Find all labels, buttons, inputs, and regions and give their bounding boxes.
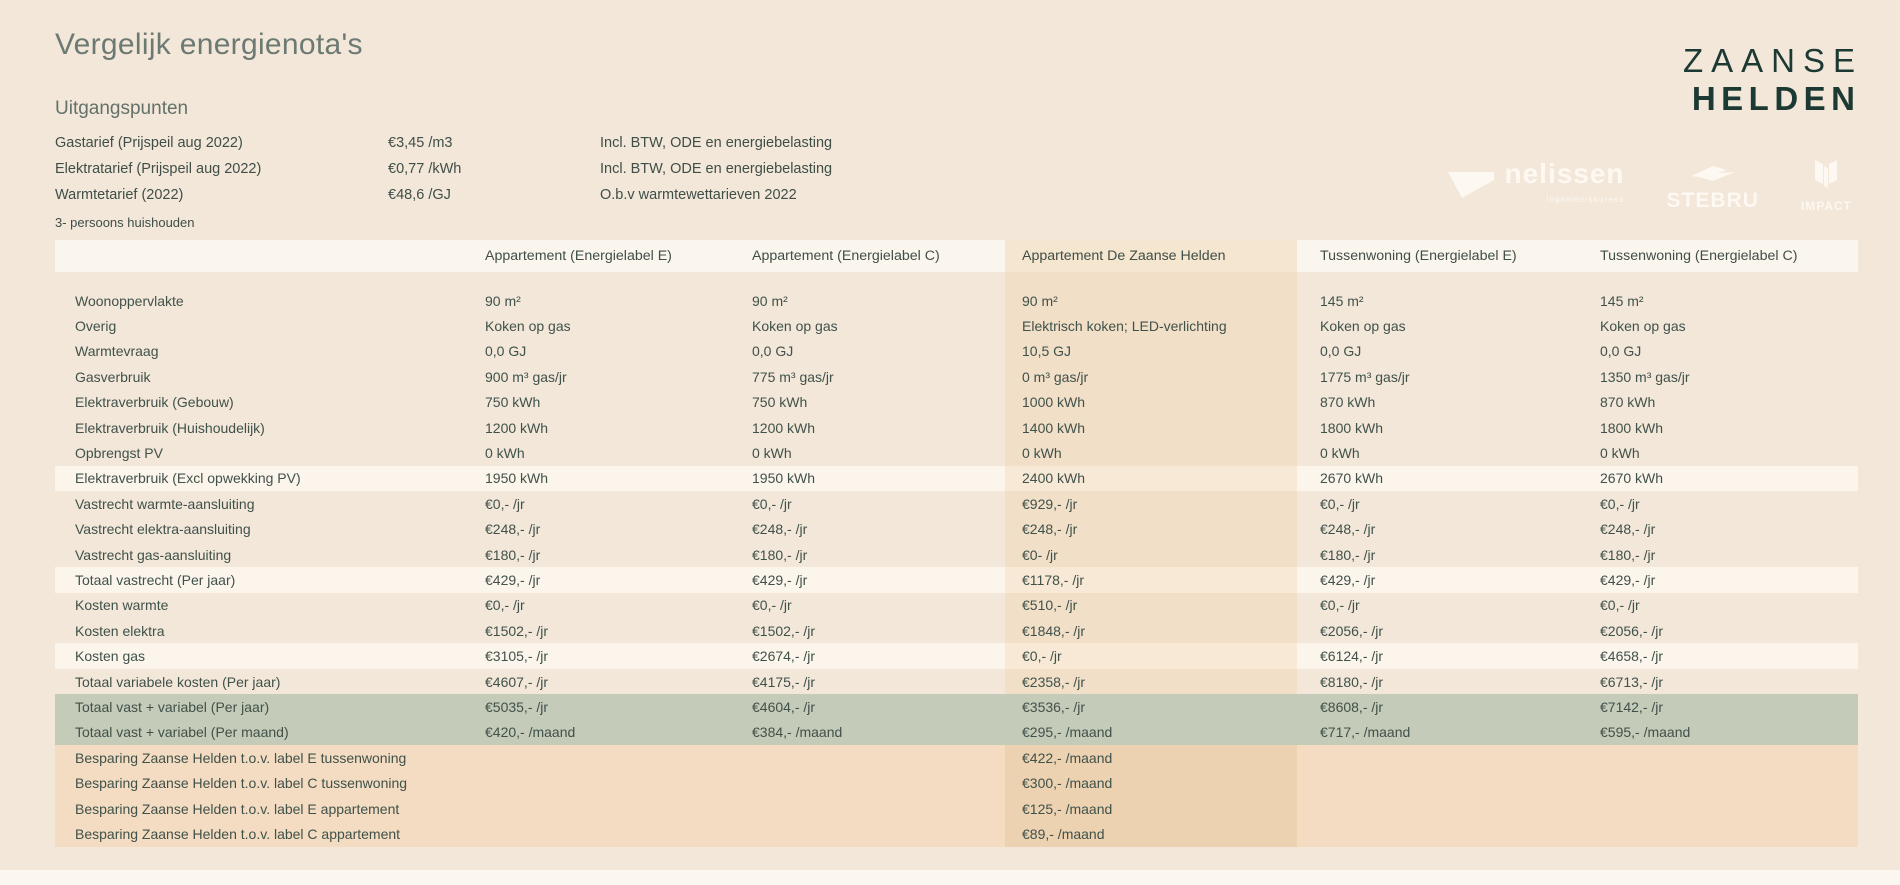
table-cell [1600, 745, 1858, 770]
table-cell [752, 745, 1005, 770]
table-cell: 0,0 GJ [1600, 343, 1642, 360]
bottom-strip [0, 870, 1900, 885]
table-cell: €300,- /maand [1005, 770, 1297, 795]
stebru-swoosh-icon [1687, 164, 1739, 187]
assumption-value: €3,45 /m3 [388, 135, 453, 151]
table-cell: 90 m² [485, 292, 521, 309]
table-row [55, 288, 1858, 313]
table-row [55, 339, 1858, 364]
table-cell [1297, 796, 1600, 821]
row-label: Elektraverbruik (Huishoudelijk) [75, 419, 265, 436]
table-cell [485, 745, 752, 770]
table-cell: 90 m² [752, 292, 788, 309]
table-row [55, 364, 1858, 389]
table-row [55, 542, 1858, 567]
table-cell [1297, 770, 1600, 795]
nelissen-logo [1448, 158, 1625, 213]
assumption-note: O.b.v warmtewettarieven 2022 [600, 187, 797, 203]
table-cell: 1800 kWh [1320, 419, 1384, 436]
table-cell: €2056,- /jr [1600, 622, 1664, 639]
table-cell: €510,- /jr [1005, 593, 1297, 618]
row-label: Warmtevraag [75, 343, 159, 360]
table-cell: €248,- /jr [752, 521, 808, 538]
table-row [55, 796, 1858, 821]
assumption-note: Incl. BTW, ODE en energiebelasting [600, 135, 833, 151]
table-cell: €0- /jr [1005, 542, 1297, 567]
table-cell: €180,- /jr [752, 546, 808, 563]
table-cell: 1200 kWh [485, 419, 549, 436]
energy-comparison-table [55, 240, 1858, 847]
table-cell: 0 m³ gas/jr [1005, 364, 1297, 389]
spacer-cell [752, 272, 1005, 288]
table-cell: 775 m³ gas/jr [752, 368, 834, 385]
table-row [55, 694, 1858, 719]
spacer-cell [1600, 272, 1858, 288]
table-cell [752, 770, 1005, 795]
row-label: Vastrecht elektra-aansluiting [75, 521, 251, 538]
table-cell: 0 kWh [1005, 440, 1297, 465]
table-cell: €1502,- /jr [485, 622, 549, 639]
assumption-label: Gastarief (Prijspeil aug 2022) [55, 135, 243, 151]
table-header-cell: Appartement (Energielabel C) [752, 248, 940, 264]
table-row [55, 720, 1858, 745]
table-row [55, 466, 1858, 491]
row-label: Overig [75, 318, 117, 335]
assumption-row [55, 182, 832, 208]
assumption-value: €0,77 /kWh [388, 161, 462, 177]
row-label: Totaal vast + variabel (Per maand) [75, 724, 289, 741]
table-cell: €2358,- /jr [1005, 669, 1297, 694]
table-row [55, 272, 1858, 288]
table-cell: 10,5 GJ [1005, 339, 1297, 364]
row-label: Besparing Zaanse Helden t.o.v. label E appartement [75, 800, 400, 817]
table-cell: €6124,- /jr [1320, 648, 1384, 665]
table-header-cell: Tussenwoning (Energielabel E) [1320, 248, 1517, 264]
table-cell: €4175,- /jr [752, 673, 816, 690]
assumption-row [55, 130, 832, 156]
table-row [55, 440, 1858, 465]
table-cell: Koken op gas [1600, 318, 1686, 335]
table-row [55, 240, 1858, 272]
table-cell: €717,- /maand [1320, 724, 1411, 741]
table-cell: Koken op gas [1320, 318, 1406, 335]
table-cell: 1200 kWh [752, 419, 816, 436]
stebru-logo [1667, 164, 1759, 213]
table-cell: €8180,- /jr [1320, 673, 1384, 690]
row-label: Besparing Zaanse Helden t.o.v. label C appartement [75, 825, 401, 842]
table-cell: 1775 m³ gas/jr [1320, 368, 1410, 385]
stebru-label: STEBRU [1666, 189, 1759, 212]
nelissen-triangle-icon [1448, 170, 1496, 205]
table-row [55, 618, 1858, 643]
partner-logos [1448, 160, 1852, 213]
table-cell: 0,0 GJ [1320, 343, 1362, 360]
row-label: Elektraverbruik (Gebouw) [75, 394, 234, 411]
row-label: Gasverbruik [75, 368, 151, 385]
table-cell: €0,- /jr [485, 597, 525, 614]
row-label: Kosten gas [75, 648, 146, 665]
table-cell: 145 m² [1320, 292, 1364, 309]
table-cell: Koken op gas [485, 318, 571, 335]
nelissen-label: nelissen [1504, 158, 1625, 189]
table-cell: 1950 kWh [752, 470, 816, 487]
table-cell: €422,- /maand [1005, 745, 1297, 770]
assumptions-heading: Uitgangspunten [55, 98, 189, 119]
spacer-cell [55, 272, 485, 288]
table-cell: 1350 m³ gas/jr [1600, 368, 1690, 385]
table-row [55, 390, 1858, 415]
table-cell: €248,- /jr [1005, 517, 1297, 542]
table-cell: 1000 kWh [1005, 390, 1297, 415]
table-cell: €180,- /jr [485, 546, 541, 563]
table-cell: 0,0 GJ [752, 343, 794, 360]
table-cell: €0,- /jr [1600, 495, 1640, 512]
row-label: Totaal vast + variabel (Per jaar) [75, 698, 270, 715]
table-row [55, 491, 1858, 516]
table-cell: €429,- /jr [1320, 571, 1376, 588]
table-cell [1600, 770, 1858, 795]
table-cell [485, 770, 752, 795]
table-cell: Elektrisch koken; LED-verlichting [1005, 313, 1297, 338]
table-cell: €0,- /jr [485, 495, 525, 512]
table-cell: 2400 kWh [1005, 466, 1297, 491]
table-cell: €0,- /jr [1320, 495, 1360, 512]
table-cell: €125,- /maand [1005, 796, 1297, 821]
table-cell: €5035,- /jr [485, 698, 549, 715]
assumption-label: Warmtetarief (2022) [55, 187, 184, 203]
table-cell: €429,- /jr [485, 571, 541, 588]
table-cell: €4607,- /jr [485, 673, 549, 690]
table-cell: 2670 kWh [1320, 470, 1384, 487]
row-label: Elektraverbruik (Excl opwekking PV) [75, 470, 301, 487]
table-row [55, 770, 1858, 795]
table-cell: 0 kWh [1320, 445, 1360, 462]
table-cell: €8608,- /jr [1320, 698, 1384, 715]
table-cell: €4658,- /jr [1600, 648, 1664, 665]
assumptions-block [55, 130, 832, 208]
table-cell: €3105,- /jr [485, 648, 549, 665]
table-cell: €0,- /jr [752, 495, 792, 512]
row-label: Totaal vastrecht (Per jaar) [75, 571, 236, 588]
table-cell [485, 821, 752, 846]
table-cell: 870 kWh [1600, 394, 1656, 411]
table-header-cell: Tussenwoning (Energielabel C) [1600, 248, 1798, 264]
impact-shield-icon [1813, 160, 1839, 197]
table-row [55, 669, 1858, 694]
brand-line-2: HELDEN [1691, 80, 1861, 117]
table-cell: 750 kWh [752, 394, 808, 411]
row-label: Vastrecht warmte-aansluiting [75, 495, 255, 512]
spacer-cell [1297, 272, 1600, 288]
table-cell: 1800 kWh [1600, 419, 1664, 436]
table-cell: 145 m² [1600, 292, 1644, 309]
assumption-value: €48,6 /GJ [388, 187, 451, 203]
table-row [55, 593, 1858, 618]
table-cell: €295,- /maand [1022, 724, 1113, 741]
impact-logo [1801, 160, 1852, 213]
table-cell: €1502,- /jr [752, 622, 816, 639]
row-label: Kosten warmte [75, 597, 169, 614]
zaanse-helden-logo [1682, 42, 1863, 118]
table-cell: €0,- /jr [752, 597, 792, 614]
table-cell: €429,- /jr [1600, 571, 1656, 588]
brand-line-1: ZAANSE [1682, 42, 1863, 79]
table-row [55, 567, 1858, 592]
table-cell [485, 796, 752, 821]
table-cell: €929,- /jr [1005, 491, 1297, 516]
table-cell: €7142,- /jr [1600, 698, 1664, 715]
table-cell: 900 m³ gas/jr [485, 368, 567, 385]
table-header-cell: Appartement (Energielabel E) [485, 248, 672, 264]
table-cell [752, 821, 1005, 846]
table-cell: €6713,- /jr [1600, 673, 1664, 690]
table-row [55, 415, 1858, 440]
table-row [55, 745, 1858, 770]
spacer-cell [485, 272, 752, 288]
table-cell [752, 796, 1005, 821]
table-cell: €248,- /jr [1320, 521, 1376, 538]
table-cell: €4604,- /jr [752, 698, 816, 715]
table-cell [1297, 745, 1600, 770]
table-cell: €2056,- /jr [1320, 622, 1384, 639]
row-label: Besparing Zaanse Helden t.o.v. label E tussenwoning [75, 749, 407, 766]
row-label: Totaal variabele kosten (Per jaar) [75, 673, 281, 690]
table-cell: 1950 kWh [485, 470, 549, 487]
impact-label: IMPACT [1800, 199, 1852, 213]
table-cell: €3536,- /jr [1022, 698, 1086, 715]
nelissen-subtext: ingenieursbureau [1546, 195, 1625, 204]
table-header-cell: Appartement De Zaanse Helden [1005, 240, 1297, 272]
table-cell: €384,- /maand [752, 724, 843, 741]
table-cell: €0,- /jr [1320, 597, 1360, 614]
table-cell: €248,- /jr [485, 521, 541, 538]
table-cell: Koken op gas [752, 318, 838, 335]
assumption-note: Incl. BTW, ODE en energiebelasting [600, 161, 833, 177]
assumption-label: Elektratarief (Prijspeil aug 2022) [55, 161, 262, 177]
table-cell: €1178,- /jr [1005, 567, 1297, 592]
table-cell: €420,- /maand [485, 724, 576, 741]
assumption-row [55, 156, 832, 182]
table-cell: 0 kWh [485, 445, 525, 462]
table-cell [1600, 821, 1858, 846]
table-cell [1600, 796, 1858, 821]
table-cell: €429,- /jr [752, 571, 808, 588]
table-cell: 0 kWh [1600, 445, 1640, 462]
table-cell: €180,- /jr [1320, 546, 1376, 563]
household-note: 3- persoons huishouden [55, 215, 195, 230]
row-label: Kosten elektra [75, 622, 165, 639]
table-cell: 1400 kWh [1005, 415, 1297, 440]
table-cell: €89,- /maand [1005, 821, 1297, 846]
table-cell: €180,- /jr [1600, 546, 1656, 563]
spacer-cell [1005, 272, 1297, 288]
table-cell: €248,- /jr [1600, 521, 1656, 538]
table-cell: €0,- /jr [1005, 643, 1297, 668]
table-cell: 90 m² [1005, 288, 1297, 313]
page-title: Vergelijk energienota's [55, 28, 363, 61]
table-cell: €1848,- /jr [1005, 618, 1297, 643]
row-label: Vastrecht gas-aansluiting [75, 546, 232, 563]
table-cell: €2674,- /jr [752, 648, 816, 665]
table-header-empty [55, 240, 485, 272]
row-label: Besparing Zaanse Helden t.o.v. label C tussenwoning [75, 775, 408, 792]
table-cell: 0,0 GJ [485, 343, 527, 360]
row-label: Woonoppervlakte [75, 292, 184, 309]
table-row [55, 313, 1858, 338]
table-row [55, 643, 1858, 668]
table-row [55, 517, 1858, 542]
table-cell: 2670 kWh [1600, 470, 1664, 487]
table-cell: 870 kWh [1320, 394, 1376, 411]
table-cell: €0,- /jr [1600, 597, 1640, 614]
table-row [55, 821, 1858, 846]
table-cell [1297, 821, 1600, 846]
table-cell: 750 kWh [485, 394, 541, 411]
table-cell: 0 kWh [752, 445, 792, 462]
table-cell: €595,- /maand [1600, 724, 1691, 741]
row-label: Opbrengst PV [75, 445, 163, 462]
